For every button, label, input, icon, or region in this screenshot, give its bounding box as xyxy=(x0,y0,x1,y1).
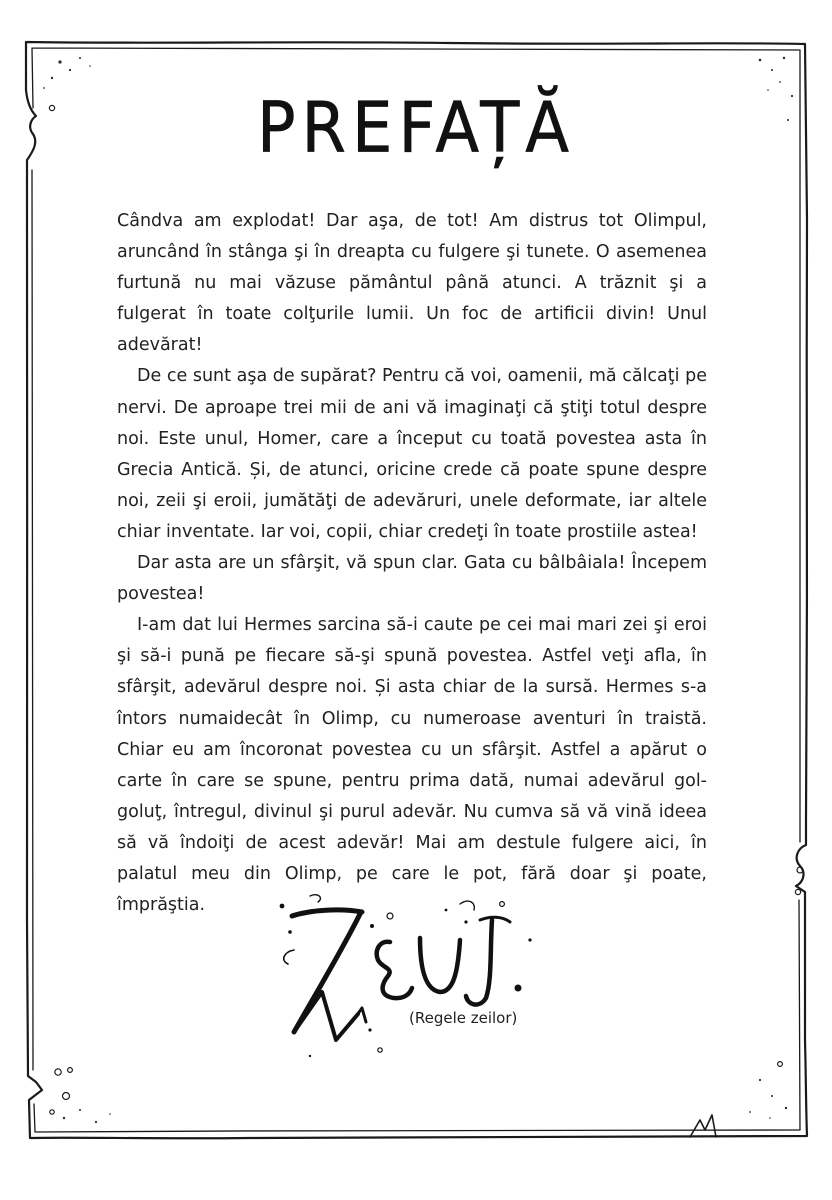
paragraph-3: Dar asta are un sfârşit, vă spun clar. Gata cu bâlbâiala! Începem povestea! xyxy=(117,553,707,605)
page-title: PREFAȚĂ xyxy=(256,89,576,169)
paragraph-2: De ce sunt aşa de supărat? Pentru că voi, oamenii, mă călcaţi pe nervi. De aproape trei mii de ani vă imaginaţi că ştiţi totul despre noi. Este unul, Homer, care a început cu toată povestea asta în Grecia Antică. Și, de atunci, oricine crede că poate spune despre noi, zeii şi eroii, jumătăţi de adevăruri, unele deformate, iar altele chiar inventate. Iar voi, copii, chiar credeţi în toate prostiile astea! xyxy=(117,366,707,542)
frame-tear-bottom-right xyxy=(690,1115,716,1137)
paragraph-4: I-am dat lui Hermes sarcina să-i caute pe cei mai mari zei şi eroi şi să-i pună pe fiecare să-şi spună povestea. Astfel veţi afla, în sfârşit, adevărul despre noi. Și asta chiar de la sursă. Hermes s-a întors numaidecât în Olimp, cu numeroase aventuri în traistă. Chiar eu am încoronat povestea cu un sfârşit. Astfel a apărut o carte în care se spune, pentru prima dată, numai adevărul gol-goluţ, întregul, divinul şi purul adevăr. Nu cumva să vă vină ideea să vă îndoiţi de acest adevăr! Mai am destule fulgere aici, în palatul meu din Olimp, pe care le pot, fără doar şi poate, împrăştia. xyxy=(117,615,707,916)
signature-subtitle: (Regele zeilor) xyxy=(409,1009,518,1027)
paragraph-1: Cândva am explodat! Dar aşa, de tot! Am distrus tot Olimpul, aruncând în stânga şi în dreapta cu fulgere şi tunete. O asemenea furtună nu mai văzuse pământul până atunci. A trăznit şi a fulgerat în toate colţurile lumii. Un foc de artificii divin! Unul adevărat! xyxy=(117,211,707,356)
zeus-signature-icon xyxy=(270,880,570,1080)
preface-body xyxy=(117,206,707,921)
